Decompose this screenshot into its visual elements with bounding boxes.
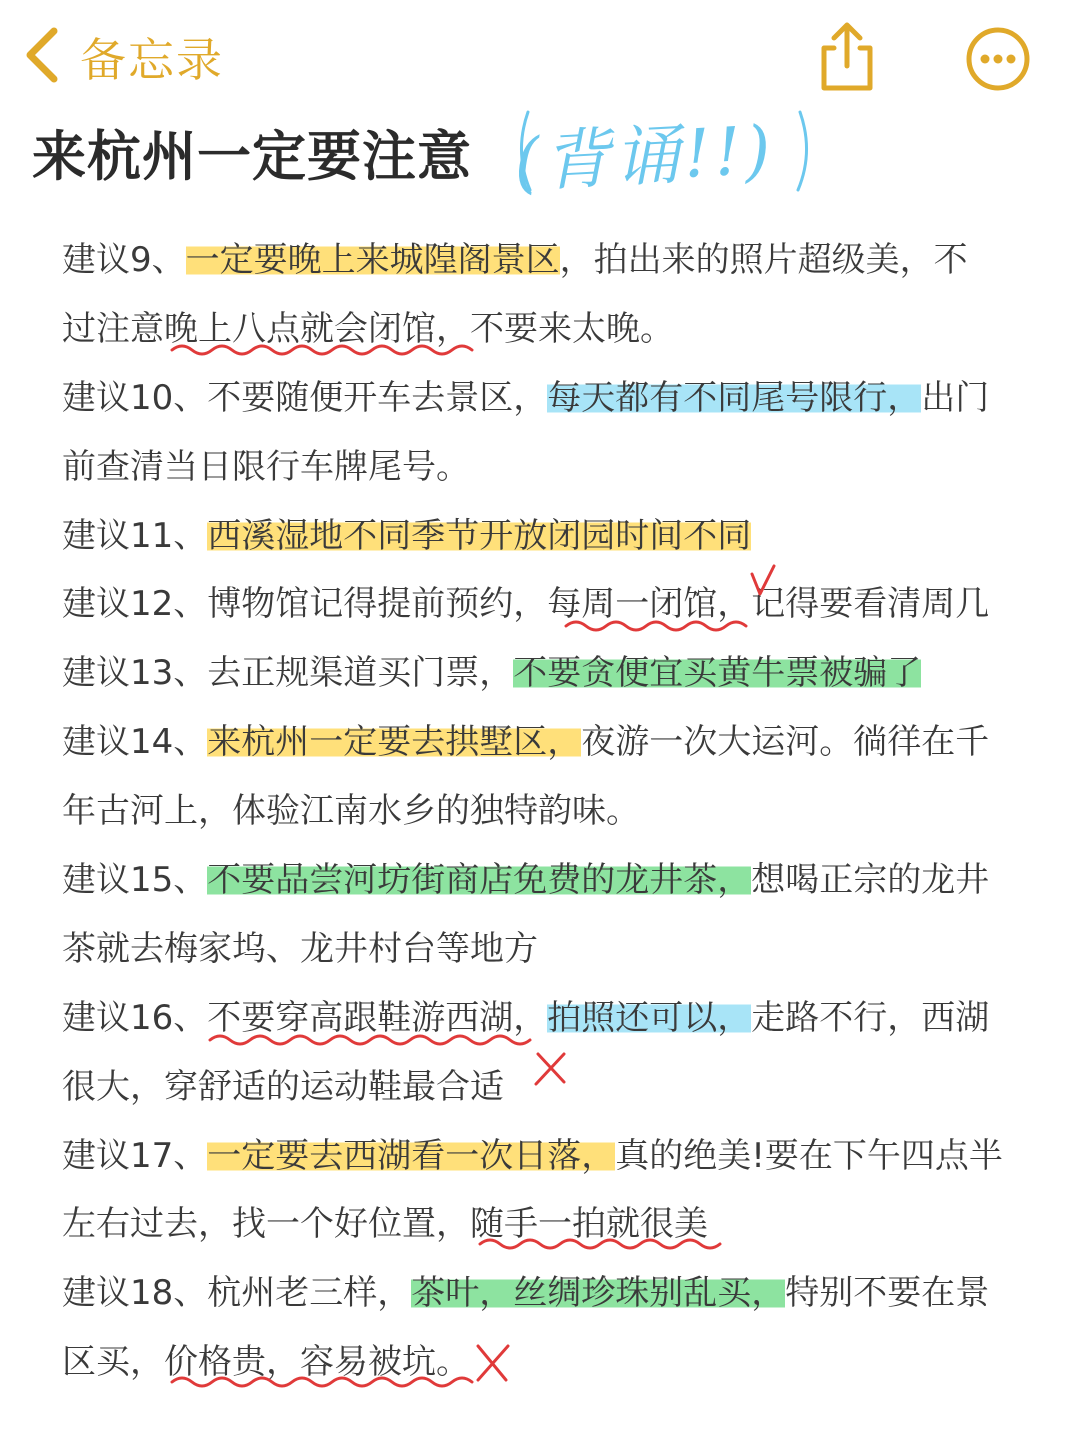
note-line: [62, 364, 1037, 433]
note-line: [62, 846, 1037, 915]
note-line: [62, 433, 1037, 502]
note-line: [62, 708, 1037, 777]
more-button[interactable]: [965, 26, 1031, 92]
highlighted-text: 西溪湿地不同季节开放闭园时间不同: [207, 515, 752, 556]
highlighted-text: 一定要去西湖看一次日落，: [207, 1135, 616, 1176]
note-text: 建议15、: [62, 860, 208, 901]
note-line: [62, 1122, 1037, 1191]
note-line: [62, 1190, 1037, 1259]
note-text: 前查清当日限行车牌尾号。: [62, 446, 470, 487]
note-line: [62, 984, 1037, 1053]
note-text: 想喝正宗的龙井: [751, 860, 990, 901]
note-text: 左右过去，找一个好位置，随手一拍就很美: [62, 1204, 708, 1245]
note-line: [62, 639, 1037, 708]
note-text: 建议18、杭州老三样，: [62, 1273, 412, 1314]
note-text: 夜游一次大运河。徜徉在千: [581, 722, 990, 763]
note-line: [62, 1053, 1037, 1122]
note-text: 建议17、: [62, 1135, 208, 1176]
chevron-left-icon: [22, 25, 62, 89]
note-title: 来杭州一定要注意: [32, 125, 472, 188]
note-line: [62, 1328, 1037, 1397]
title-annotation: (背诵!!): [512, 111, 777, 202]
highlighted-text: 不要贪便宜买黄牛票被骗了: [513, 653, 922, 694]
note-line: [62, 915, 1037, 984]
highlighted-text: 拍照还可以，: [547, 997, 752, 1038]
note-text: 建议9、: [62, 240, 186, 280]
note-text: 区买，价格贵，容易被坑。: [62, 1342, 470, 1383]
note-text: ，拍出来的照片超级美，不: [559, 240, 968, 280]
highlighted-text: 每天都有不同尾号限行，: [547, 377, 922, 418]
note-line: [62, 295, 1037, 364]
note-line: [62, 777, 1037, 846]
note-text: 真的绝美!要在下午四点半: [615, 1135, 1003, 1176]
highlighted-text: 来杭州一定要去拱墅区，: [207, 722, 582, 763]
note-text: 建议13、去正规渠道买门票，: [62, 653, 514, 694]
back-button[interactable]: [22, 22, 224, 92]
note-text: 建议12、博物馆记得提前预约，每周一闭馆，记得要看清周几: [62, 584, 990, 625]
note-text: 年古河上，体验江南水乡的独特韵味。: [62, 791, 640, 832]
note-title-row: [32, 112, 1042, 202]
note-line: [62, 570, 1037, 639]
back-label: 备忘录: [80, 33, 224, 87]
note-line: [62, 502, 1037, 571]
note-text: 特别不要在景: [785, 1273, 990, 1314]
highlighted-text: 不要品尝河坊街商店免费的龙井茶，: [207, 860, 752, 901]
share-button[interactable]: [812, 18, 882, 94]
note-text: 出门: [921, 377, 990, 418]
note-text: 很大，穿舒适的运动鞋最合适: [62, 1066, 504, 1107]
note-text: 建议10、不要随便开车去景区，: [62, 377, 548, 418]
note-line: [62, 226, 1037, 295]
navigation-bar: [0, 0, 1080, 110]
note-body[interactable]: [62, 226, 1037, 1397]
note-text: 过注意晚上八点就会闭馆，不要来太晚。: [62, 308, 674, 349]
highlighted-text: 一定要晚上来城隍阁景区: [185, 240, 560, 280]
highlighted-text: 茶叶，丝绸珍珠别乱买，: [411, 1273, 786, 1314]
note-text: 建议16、不要穿高跟鞋游西湖，: [62, 997, 548, 1038]
note-line: [62, 1259, 1037, 1328]
note-text: 建议11、: [62, 515, 208, 556]
more-icon: [965, 26, 1031, 92]
share-icon: [812, 18, 882, 94]
note-text: 走路不行，西湖: [751, 997, 990, 1038]
note-text: 茶就去梅家坞、龙井村台等地方: [62, 928, 538, 969]
note-text: 建议14、: [62, 722, 208, 763]
